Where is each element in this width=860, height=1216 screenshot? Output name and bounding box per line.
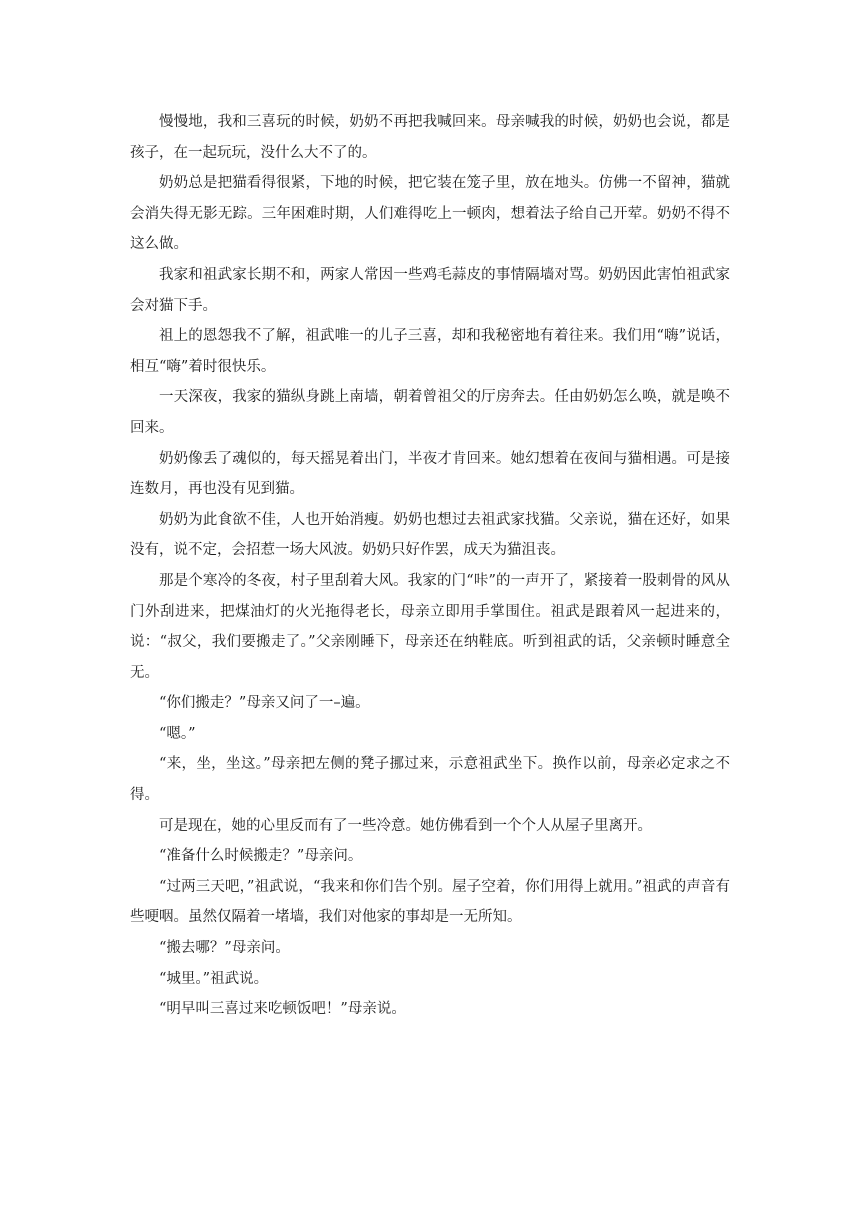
paragraph-4: 祖上的恩怨我不了解，祖武唯一的儿子三喜，却和我秘密地有着往来。我们用“嗨”说话，相互“嗨”着时很快乐。 [130, 328, 730, 375]
paragraph-12: 可是现在，她的心里反而有了一些冷意。她仿佛看到一个个人从屋子里离开。 [159, 817, 652, 834]
paragraph-14: “过两三天吧，”祖武说，“我来和你们告个别。屋子空着，你们用得上就用。”祖武的声音有些哽咽。虽然仅隔着一堵墙，我们对他家的事却是一无所知。 [130, 878, 730, 926]
paragraph-9: “你们搬走？”母亲又问了一–遍。 [159, 695, 370, 712]
paragraph-17: “明早叫三喜过来吃顿饭吧！”母亲说。 [159, 1001, 406, 1018]
paragraph-6: 奶奶像丢了魂似的，每天摇晃着出门，半夜才肯回来。她幻想着在夜间与猫相遇。可是接连数月，再也没有见到猫。 [130, 450, 730, 498]
paragraph-11: “来，坐，坐这。”母亲把左侧的凳子挪过来，示意祖武坐下。换作以前，母亲必定求之不得。 [130, 756, 730, 804]
paragraph-5: 一天深夜，我家的猫纵身跳上南墙，朝着曾祖父的厅房奔去。任由奶奶怎么唤，就是唤不回来。 [130, 389, 730, 436]
paragraph-13: “准备什么时候搬走？”母亲问。 [159, 848, 363, 865]
paragraph-1: 慢慢地，我和三喜玩的时候，奶奶不再把我喊回来。母亲喊我的时候，奶奶也会说，都是孩子，在一起玩玩，没什么大不了的。 [130, 114, 730, 161]
paragraph-10: “嗯。” [159, 725, 196, 742]
paragraph-16: “城里。”祖武说。 [159, 970, 269, 987]
paragraph-3: 我家和祖武家长期不和，两家人常因一些鸡毛蒜皮的事情隔墙对骂。奶奶因此害怕祖武家会对猫下手。 [130, 266, 730, 314]
paragraph-2: 奶奶总是把猫看得很紧，下地的时候，把它装在笼子里，放在地头。仿佛一不留神，猫就会消失得无影无踪。三年困难时期，人们难得吃上一顿肉，想着法子给自己开荤。奶奶不得不这么做。 [130, 175, 730, 253]
paragraph-7: 奶奶为此食欲不佳，人也开始消瘦。奶奶也想过去祖武家找猫。父亲说，猫在还好，如果没有，说不定，会招惹一场大风波。奶奶只好作罢，成天为猫沮丧。 [130, 511, 730, 559]
document-body [130, 107, 730, 1025]
paragraph-15: “搬去哪？”母亲问。 [159, 940, 290, 957]
paragraph-8: 那是个寒冷的冬夜，村子里刮着大风。我家的门“咔”的一声开了，紧接着一股刺骨的风从门外刮进来，把煤油灯的火光拖得老长，母亲立即用手掌围住。祖武是跟着风一起进来的，说：“叔父，我们要搬走了。”父亲刚睡下，母亲还在纳鞋底。听到祖武的话，父亲顿时睡意全无。 [130, 572, 730, 681]
